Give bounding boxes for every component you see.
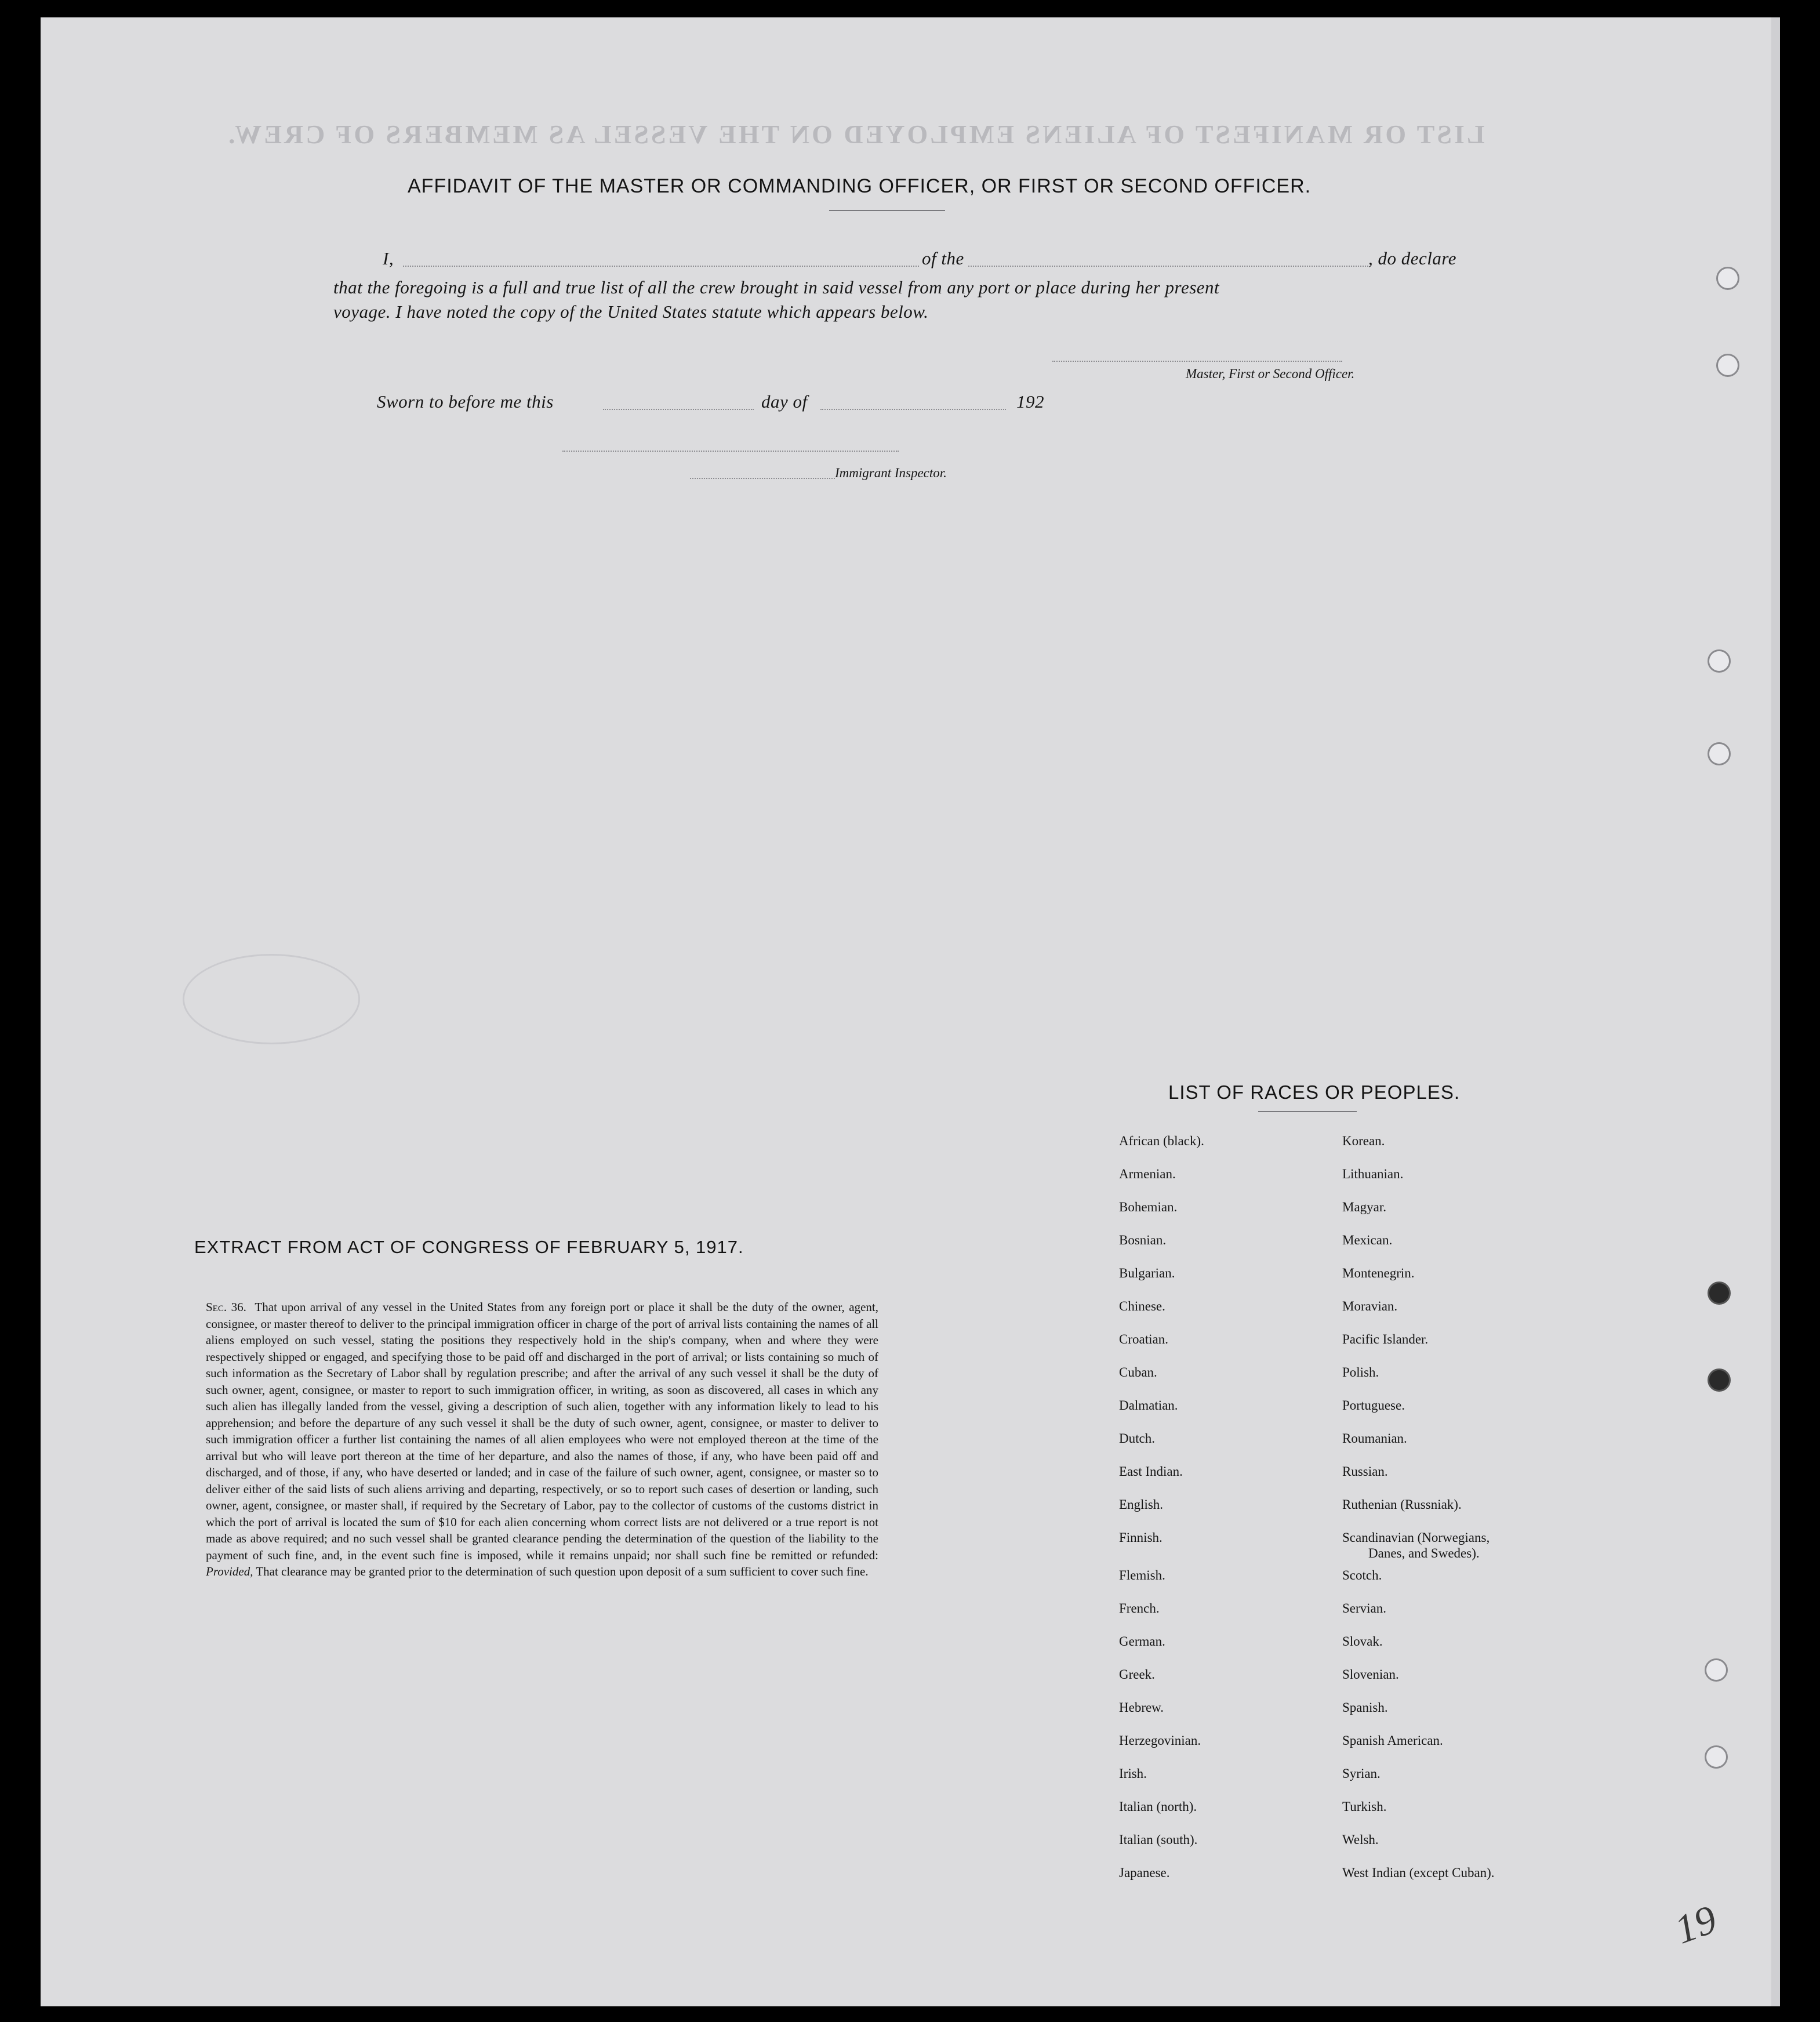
races-heading: LIST OF RACES OR PEOPLES. xyxy=(1168,1081,1461,1103)
race-item: Italian (south). xyxy=(1119,1832,1198,1847)
race-item: Magyar. xyxy=(1342,1200,1387,1214)
race-item: Moravian. xyxy=(1342,1299,1398,1313)
sworn-year: 192 xyxy=(1016,391,1044,412)
provided-term: Provided, xyxy=(206,1564,253,1578)
race-item: Bosnian. xyxy=(1119,1233,1167,1247)
race-item: Croatian. xyxy=(1119,1332,1168,1346)
race-item: Spanish American. xyxy=(1342,1733,1443,1748)
race-item: German. xyxy=(1119,1634,1165,1649)
extract-heading: EXTRACT FROM ACT OF CONGRESS OF FEBRUARY 5, 1917. xyxy=(194,1237,744,1257)
race-item: Ruthenian (Russniak). xyxy=(1342,1497,1462,1512)
race-item: Turkish. xyxy=(1342,1799,1387,1814)
race-item-continuation: Danes, and Swedes). xyxy=(1368,1546,1480,1560)
race-item: Slovenian. xyxy=(1342,1667,1399,1682)
race-item: Irish. xyxy=(1119,1766,1147,1781)
signature-label: Master, First or Second Officer. xyxy=(1186,366,1355,381)
race-item: Portuguese. xyxy=(1342,1398,1405,1413)
race-item: Spanish. xyxy=(1342,1700,1388,1715)
race-item: Greek. xyxy=(1119,1667,1155,1682)
punch-hole xyxy=(1708,649,1731,673)
punch-hole xyxy=(1708,1368,1731,1392)
faded-stamp xyxy=(183,954,360,1044)
race-item: West Indian (except Cuban). xyxy=(1342,1865,1495,1880)
punch-hole xyxy=(1708,1282,1731,1305)
race-item: African (black). xyxy=(1119,1134,1204,1148)
race-item: Italian (north). xyxy=(1119,1799,1197,1814)
race-item: Polish. xyxy=(1342,1365,1379,1380)
races-heading-rule xyxy=(1258,1111,1357,1112)
race-item: French. xyxy=(1119,1601,1160,1616)
sworn-prefix: Sworn to before me this xyxy=(377,391,554,412)
race-item: English. xyxy=(1119,1497,1164,1512)
race-item: Mexican. xyxy=(1342,1233,1393,1247)
day-blank[interactable] xyxy=(603,409,754,410)
race-item: Scotch. xyxy=(1342,1568,1382,1582)
affidavit-line2: that the foregoing is a full and true list of all the crew brought in said vessel from any port or place during her present xyxy=(333,277,1220,297)
race-item: Scandinavian (Norwegians, xyxy=(1342,1530,1490,1545)
race-item: Servian. xyxy=(1342,1601,1387,1616)
race-item: Finnish. xyxy=(1119,1530,1163,1545)
extract-body-part2: That clearance may be granted prior to the determination of such question upon deposit of a sum sufficient to cover such fine. xyxy=(256,1564,869,1578)
affidavit-heading: AFFIDAVIT OF THE MASTER OR COMMANDING OFFICER, OR FIRST OR SECOND OFFICER. xyxy=(408,175,1312,197)
race-item: Dutch. xyxy=(1119,1431,1155,1446)
inspector-name-blank[interactable] xyxy=(690,478,835,479)
bleed-through-title: LIST OR MANIFEST OF ALIENS EMPLOYED ON THE VESSEL AS MEMBERS OF CREW. xyxy=(226,119,1485,149)
race-item: Flemish. xyxy=(1119,1568,1165,1582)
punch-hole xyxy=(1705,1658,1728,1682)
sworn-day-of: day of xyxy=(761,391,808,412)
punch-hole xyxy=(1705,1745,1728,1769)
affidavit-of-the: of the xyxy=(922,248,964,268)
document-page xyxy=(41,17,1780,2006)
race-item: Slovak. xyxy=(1342,1634,1383,1649)
inspector-label: Immigrant Inspector. xyxy=(835,466,947,480)
race-item: Roumanian. xyxy=(1342,1431,1407,1446)
race-item: Armenian. xyxy=(1119,1167,1176,1181)
extract-body-part1: That upon arrival of any vessel in the United States from any foreign port or place it shall be the duty of the owner, agent, consignee, or master thereof to deliver to the principal immigration officer in charge of the port of arrival lists containing the names of all aliens employed on such vessel, stating the positions they respectively hold in the ship's company, when and where they were respectively shipped or engaged, and specifying those to be paid off and discharged in the port of arrival; or lists containing so much of such information as the Secretary of Labor shall by regulation prescribe; and after the arrival of any such vessel it shall be the duty of such owner, agent, consignee, or master to report to such immigration officer, in writing, as soon as discovered, all cases in which any such alien has illegally landed from the vessel, giving a description of such alien, together with any information likely to lead to his apprehension; and before the departure of any such vessel it shall be the duty of such owner, agent, consignee, or master to deliver to such immigration officer a further list containing the names of all alien employees who were not employed thereon at the time of the arrival but who will leave port thereon at the time of her departure, and also the names of those, if any, who have been paid off and discharged, and of those, if any, who have deserted or landed; and in case of the failure of such owner, agent, consignee, or master so to deliver either of the said lists of such aliens arriving and departing, respectively, or so to report such cases of desertion or landing, such owner, agent, consignee, or master shall, if required by the Secretary of Labor, pay to the collector of customs of the customs district in which the port of arrival is located the sum of $10 for each alien concerning whom correct lists are not delivered or a true report is not made as above required; and no such vessel shall be granted clearance pending the determination of the question of the liability to the payment of such fine, and, in the event such fine is imposed, while it remains unpaid; nor shall such fine be remitted or refunded: xyxy=(206,1300,878,1562)
signature-blank[interactable] xyxy=(1052,361,1342,362)
punch-hole xyxy=(1708,742,1731,765)
punch-hole xyxy=(1716,354,1739,377)
race-item: Chinese. xyxy=(1119,1299,1165,1313)
affidavit-heading-rule xyxy=(829,210,945,211)
race-item: Hebrew. xyxy=(1119,1700,1164,1715)
race-item: Herzegovinian. xyxy=(1119,1733,1201,1748)
race-item: Bulgarian. xyxy=(1119,1266,1175,1280)
race-item: Dalmatian. xyxy=(1119,1398,1178,1413)
race-item: East Indian. xyxy=(1119,1464,1183,1479)
race-item: Japanese. xyxy=(1119,1865,1170,1880)
corner-page-mark: 19 xyxy=(1669,1897,1723,1953)
extract-body xyxy=(206,1299,878,1580)
race-item: Pacific Islander. xyxy=(1342,1332,1429,1346)
vessel-blank[interactable] xyxy=(968,266,1368,267)
race-item: Cuban. xyxy=(1119,1365,1157,1380)
race-item: Syrian. xyxy=(1342,1766,1381,1781)
punch-hole xyxy=(1716,267,1739,290)
month-blank[interactable] xyxy=(820,409,1006,410)
affidavit-i: I, xyxy=(383,248,394,268)
section-label: Sec. 36. xyxy=(206,1300,246,1314)
race-item: Korean. xyxy=(1342,1134,1385,1148)
affidavit-line3: voyage. I have noted the copy of the United States statute which appears below. xyxy=(333,302,929,322)
race-item: Bohemian. xyxy=(1119,1200,1178,1214)
inspector-signature-blank[interactable] xyxy=(562,451,899,452)
affidavit-declare: , do declare xyxy=(1368,248,1457,268)
name-blank[interactable] xyxy=(403,266,919,267)
race-item: Russian. xyxy=(1342,1464,1388,1479)
race-item: Welsh. xyxy=(1342,1832,1379,1847)
page-edge xyxy=(1771,17,1780,2006)
race-item: Lithuanian. xyxy=(1342,1167,1404,1181)
race-item: Montenegrin. xyxy=(1342,1266,1415,1280)
